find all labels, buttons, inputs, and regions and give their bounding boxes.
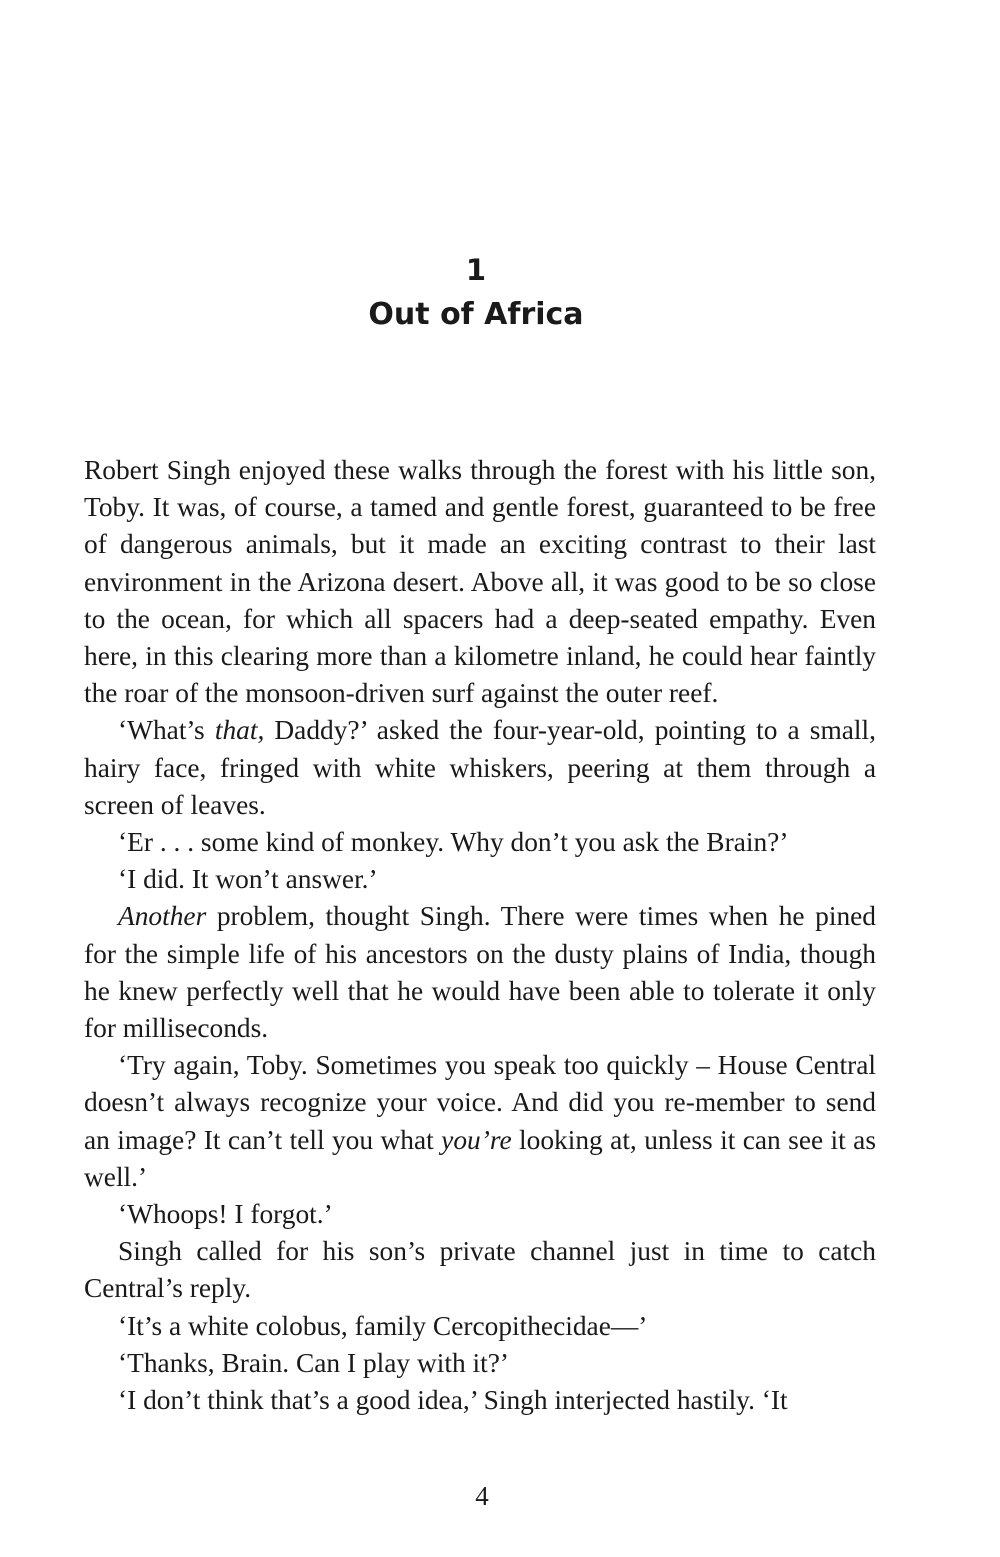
text-run: Singh called for his son’s private channel just in time to catch Central’s reply. [84,1236,876,1304]
text-run: ‘Whoops! I forgot.’ [118,1199,333,1230]
chapter-number: 1 [465,253,487,287]
text-run: ‘I did. It won’t answer.’ [118,864,378,895]
text-run: ‘What’s [118,715,215,746]
text-run: Robert Singh enjoyed these walks through the forest with his little son, Toby. It was, of course, a tamed and gentle forest, guaranteed to be free of dangerous animals, but it made an exciting contrast to their last environment in the Arizona desert. Above all, it was good to be so close to the ocean, for which all spacers had a deep-seated empathy. Even here, in this clearing more than a kilometre inland, he could hear faintly the roar of the monsoon-driven surf against the outer reef. [84,455,876,709]
emphasis: that, [214,715,265,746]
paragraph-1 [84,452,876,712]
page-number: 4 [475,1481,489,1511]
paragraph-8 [84,1233,876,1307]
paragraph-7 [84,1196,876,1233]
text-run: problem, thought Singh. There were times when he pined for the simple life of his ancestors on the dusty plains of India, though he knew perfectly well that he would have been able to tolerate it only for milliseconds. [84,901,876,1044]
paragraph-5 [84,898,876,1047]
body-text [84,452,876,1419]
paragraph-10 [84,1345,876,1382]
paragraph-9 [84,1308,876,1345]
text-run: ‘Thanks, Brain. Can I play with it?’ [118,1347,509,1378]
paragraph-4 [84,861,876,898]
text-run: ‘Er . . . some kind of monkey. Why don’t you ask the Brain?’ [118,827,789,858]
paragraph-6 [84,1047,876,1196]
text-run: ‘Try again, Toby. Sometimes you speak too quickly – House Central doesn’t always recognize your voice. And did you re-member to send an image? It can’t tell you what [84,1050,876,1155]
chapter-title: Out of Africa [368,297,584,332]
emphasis: Another [118,901,207,932]
emphasis: you’re [441,1124,512,1155]
text-run: Daddy?’ asked the four-year-old, pointing to a small, hairy face, fringed with white whiskers, peering at them through a screen of leaves. [84,715,876,820]
text-run: looking at, unless it can see it as well.’ [84,1124,877,1192]
paragraph-3 [84,824,876,861]
paragraph-11 [84,1382,876,1419]
text-run: ‘I don’t think that’s a good idea,’ Singh interjected hastily. ‘It [118,1385,788,1416]
paragraph-2 [84,712,876,824]
text-run: ‘It’s a white colobus, family Cercopithecidae—’ [118,1310,648,1341]
